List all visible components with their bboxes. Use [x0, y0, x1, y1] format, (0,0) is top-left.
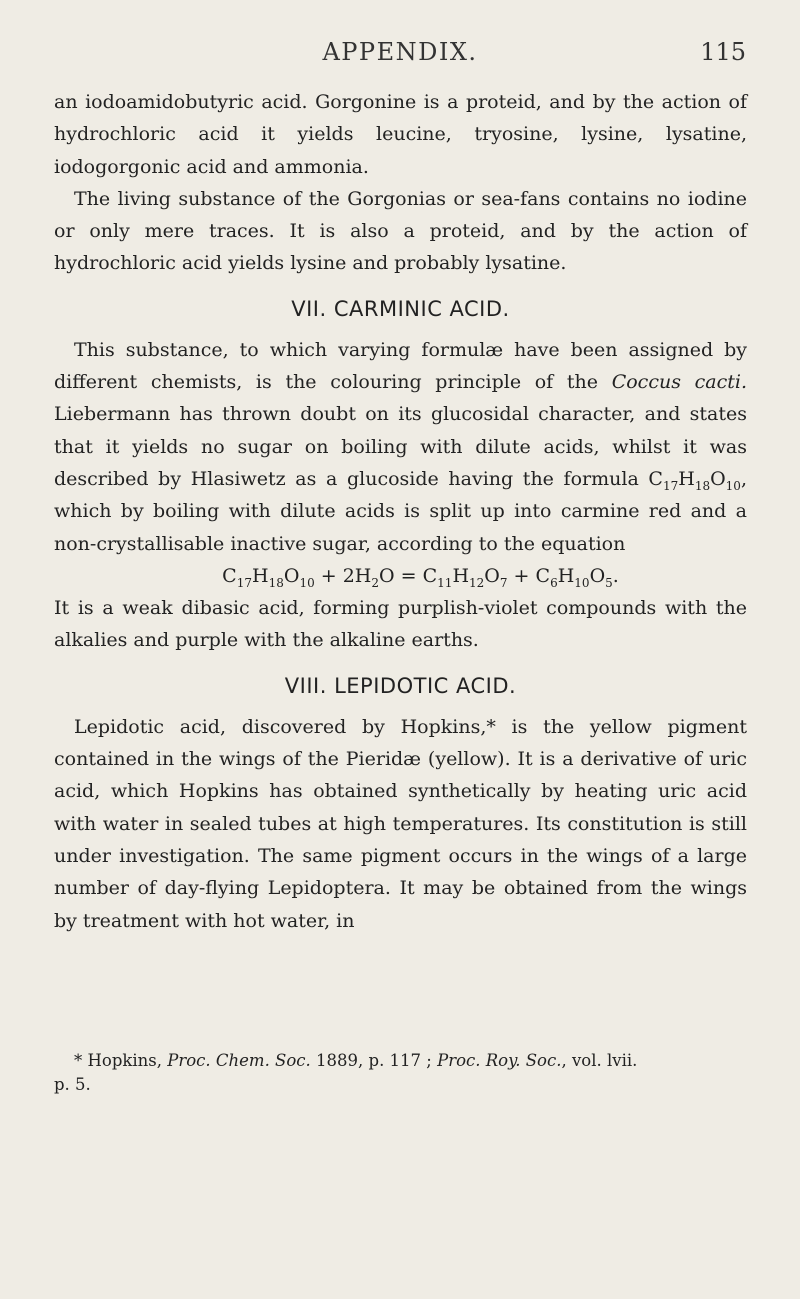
section-heading-carminic-acid: VII. CARMINIC ACID. — [291, 296, 510, 321]
footnote — [54, 1049, 754, 1097]
body-text — [54, 86, 747, 937]
page-number: 115 — [700, 38, 746, 66]
paragraph-dibasic-acid: It is a weak dibasic acid, forming purplish-violet compounds with the alkalies and purple with the alkaline earths. — [54, 597, 747, 652]
running-head: APPENDIX. — [322, 38, 478, 66]
footnote-line-continued: p. 5. — [54, 1075, 91, 1094]
species-name: Coccus cacti. — [611, 371, 747, 394]
section-heading-lepidotic-acid: VIII. LEPIDOTIC ACID. — [284, 673, 517, 698]
paragraph-carminic-acid: This substance, to which varying formulæ have been assigned by different chemists, is the colouring principle of the Coccus cacti. Liebermann has thrown doubt on its glucosidal character, and states that it yields no sugar on boiling with dilute acids, whilst it was described by Hlasiwetz as a glucoside having the formula $C_{17}H_{18}O_{10}$, which by boiling with dilute acids is split up into carmine red and a non-crystallisable inactive sugar, according to the equation — [54, 338, 747, 555]
chemical-equation: $C_{17}H_{18}O_{10} + 2H_2O = C_{11}H_{12}O_7 + C_6H_{10}O_5$. — [222, 564, 619, 590]
footnote-line: * Hopkins, Proc. Chem. Soc. 1889, p. 117 ; Proc. Roy. Soc., vol. lvii. — [74, 1051, 638, 1070]
paragraph-lepidotic-acid: Lepidotic acid, discovered by Hopkins,* is the yellow pigment contained in the wings of the Pieridæ (yellow). It is a derivative of uric acid, which Hopkins has obtained synthetically by heating uric acid with water in sealed tubes at high temperatures. Its constitution is still under investigation. The same pigment occurs in the wings of a large number of day-flying Lepidoptera. It may be obtained from the wings by treatment with hot water, in — [54, 715, 747, 932]
chemical-formula: $C_{17}H_{18}O_{10}$ — [648, 467, 741, 493]
paragraph-living-substance: The living substance of the Gorgonias or sea-fans contains no iodine or only mere traces. It is also a proteid, and by the action of hydrochloric acid yields lysine and probably lysatine. — [54, 187, 747, 275]
paragraph-gorgonine: an iodoamidobutyric acid. Gorgonine is a proteid, and by the action of hydrochloric acid it yields leucine, tryosine, lysine, lysatine, iodogorgonic acid and ammonia. — [54, 91, 747, 178]
